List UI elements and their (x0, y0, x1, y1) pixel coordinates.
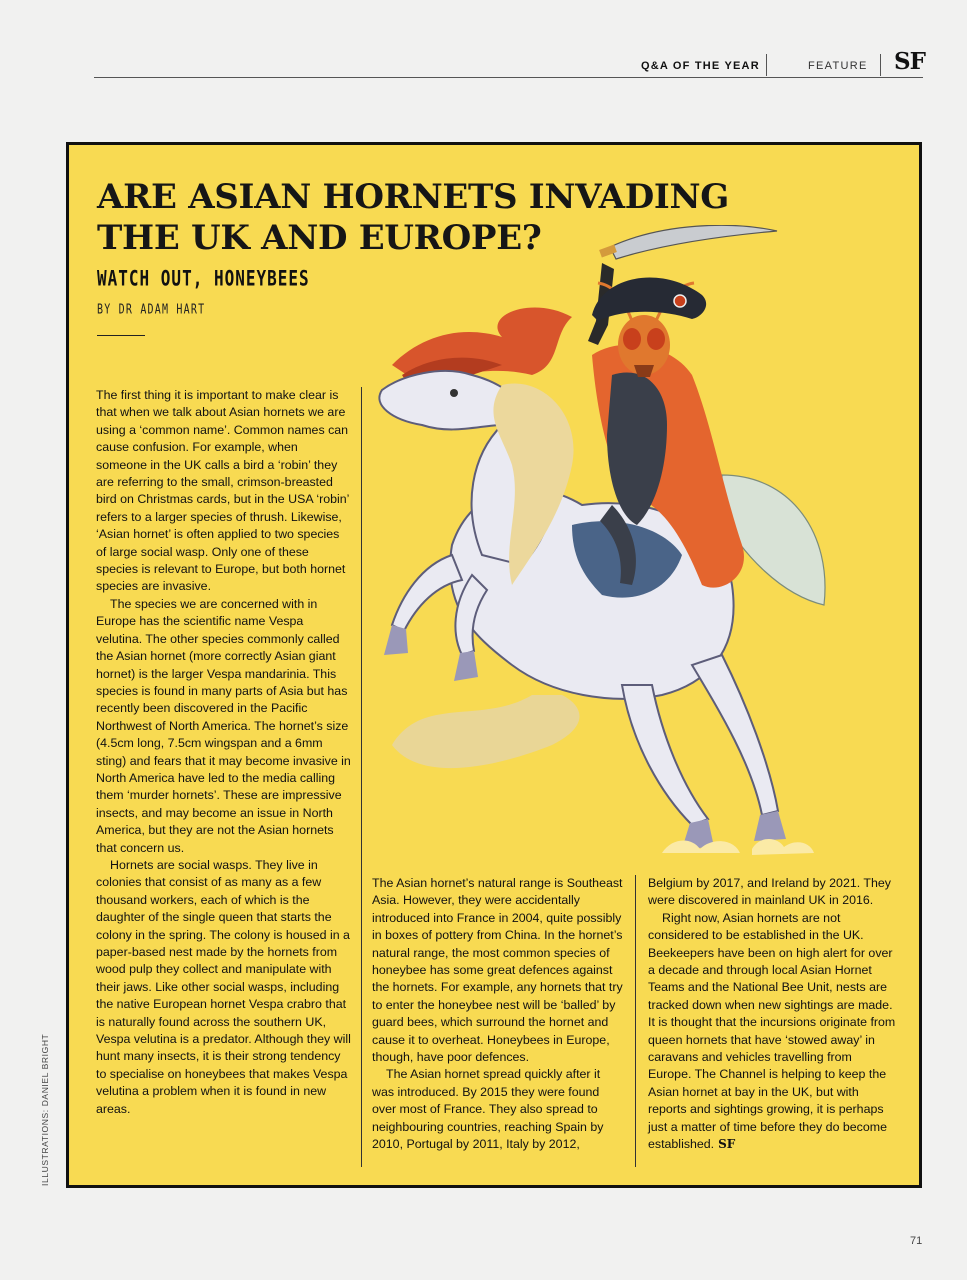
article-panel (66, 142, 922, 1188)
article-column-3 (648, 875, 898, 1154)
paragraph: Right now, Asian hornets are not considered to be established in the UK. Beekeepers have been on high alert for over a decade and through local Asian Hornet Teams and the National Bee Unit, nests are tracked down when new sightings are made. It is thought that the incursions originate from queen hornets that have ‘stowed away’ in caravans and vehicles travelling from Europe. The Channel is helping to keep the Asian hornet at bay in the UK, but with reports and sightings growing, it is perhaps just a matter of time before they do become established. (648, 910, 896, 1152)
column-rule (635, 875, 636, 1167)
paragraph: The species we are concerned with in Europe has the scientific name Vespa velutina. The other species commonly called the Asian hornet (more correctly Asian giant hornet) is the larger Vespa mandarinia. This species is found in many parts of Asia but has recently been discovered in the Pacific Northwest of North America. The hornet’s size (4.5cm long, 7.5cm wingspan and a 6mm sting) and fears that it may become invasive in North America have led to the media calling them ‘murder hornets’. These are impressive insects, and may become an issue in North America, but they are not the Asian hornets that concern us. (96, 596, 351, 855)
paragraph: The first thing it is important to make clear is that when we talk about Asian hornets we are using a ‘common name’. Common names can cause confusion. For example, when someone in the UK calls a bird a ‘robin’ they are referring to the small, crimson-breasted bird on Christmas cards, but in the USA ‘robin’ refers to a larger species of thrush. Likewise, ‘Asian hornet’ is often applied to two species of large social wasp. Only one of these species is relevant to Europe, but both hornet species are invasive. (96, 388, 349, 594)
article-column-1 (96, 387, 352, 1118)
paragraph: Belgium by 2017, and Ireland by 2021. They were discovered in mainland UK in 2016. (648, 876, 891, 908)
byline-rule (97, 335, 145, 336)
end-mark: SF (718, 1137, 736, 1152)
magazine-logo: SF (894, 48, 925, 75)
header-category-label: FEATURE (808, 60, 868, 72)
page-number: 71 (910, 1235, 923, 1247)
header-divider (880, 54, 881, 76)
header-section-label: Q&A OF THE YEAR (641, 60, 760, 72)
illustration-credit: ILLUSTRATIONS: DANIEL BRIGHT (40, 1033, 50, 1186)
article-column-2 (372, 875, 624, 1154)
paragraph: The Asian hornet’s natural range is Southeast Asia. However, they were accidentally introduced into France in 2004, quite possibly in boxes of pottery from China. In the hornet’s natural range, the most common species of honeybee has some great defences against the hornets. For example, any hornets that try to enter the honeybee nest will be ‘balled’ by guard bees, which surround the hornet and cause it to overheat. Honeybees in Europe, though, have poor defences. (372, 876, 623, 1065)
hornet-rider-illustration (362, 225, 832, 865)
header-divider (766, 54, 767, 76)
article-byline: BY DR ADAM HART (97, 303, 206, 318)
header-rule (94, 77, 923, 78)
article-subtitle: WATCH OUT, HONEYBEES (97, 265, 310, 291)
paragraph: The Asian hornet spread quickly after it was introduced. By 2015 they were found over most of France. They also spread to neighbouring countries, reaching Spain by 2010, Portugal by 2011, Italy by 2012, (372, 1067, 604, 1152)
article-title: ARE ASIAN HORNETS INVADING THE UK AND EUROPE? (97, 177, 730, 258)
column-rule (361, 387, 362, 1167)
paragraph: Hornets are social wasps. They live in colonies that consist of as many as a few thousand workers, each of which is the daughter of the single queen that starts the colony in the spring. The colony is housed in a paper-based nest made by the hornets from wood pulp they collect and manipulate with their jaws. Like other social wasps, including the native European hornet Vespa crabro that is naturally found across the southern UK, Vespa velutina is a predator. Although they will hunt many insects, it is their strong tendency to specialise on honeybees that makes Vespa velutina a problem when it is found in new areas. (96, 857, 351, 1116)
